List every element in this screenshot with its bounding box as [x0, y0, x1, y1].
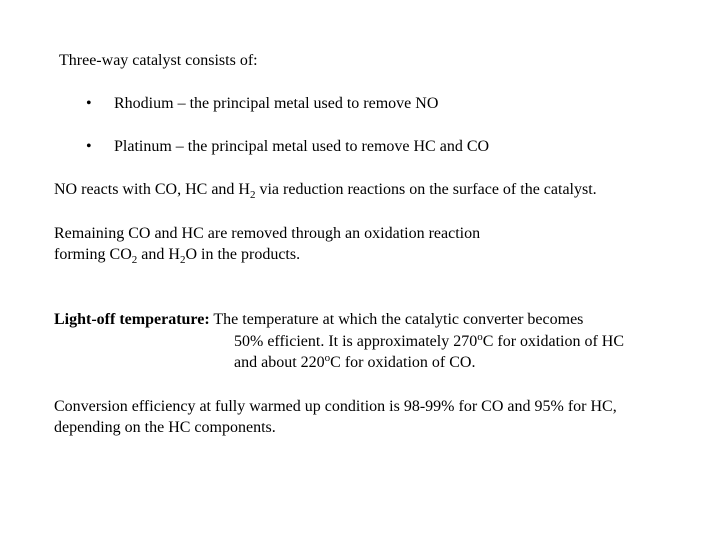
bullet-marker: •: [86, 95, 92, 112]
oxidation-line-2: [54, 245, 300, 265]
oxidation-line-1: Remaining CO and HC are removed through an oxidation reaction: [54, 225, 481, 242]
no-reaction-part: via reduction reactions on the surface of the catalyst.: [255, 181, 597, 198]
light-off-part: C for oxidation of HC: [482, 333, 625, 350]
subscript-2: 2: [131, 254, 138, 266]
no-reaction-text: [54, 180, 597, 200]
subscript-2: 2: [179, 254, 186, 266]
subscript-2: 2: [249, 189, 256, 201]
no-reaction-part: NO reacts with CO, HC and H: [54, 181, 250, 198]
efficiency-line-1: Conversion efficiency at fully warmed up condition is 98-99% for CO and 95% for HC,: [54, 398, 617, 415]
superscript-o: o: [324, 352, 331, 364]
light-off-definition: The temperature at which the catalytic converter becomes: [209, 311, 584, 328]
light-off-line-3: [234, 353, 475, 373]
light-off-part: 50% efficient. It is approximately 270: [234, 333, 478, 350]
light-off-line-2: [234, 332, 624, 352]
light-off-term: Light-off temperature:: [54, 311, 210, 328]
bullet-marker: •: [86, 138, 92, 155]
intro-text: Three-way catalyst consists of:: [59, 52, 258, 69]
bullet-rhodium: [86, 94, 438, 114]
oxidation-part: and H: [137, 246, 180, 263]
light-off-line-1: [54, 310, 583, 330]
superscript-o: o: [477, 331, 483, 343]
bullet-platinum: [86, 137, 489, 157]
light-off-part: and about 220: [234, 354, 325, 371]
oxidation-part: O in the products.: [185, 246, 301, 263]
bullet-rhodium-text: Rhodium – the principal metal used to remove NO: [114, 95, 439, 112]
bullet-platinum-text: Platinum – the principal metal used to remove HC and CO: [114, 138, 490, 155]
light-off-part: C for oxidation of CO.: [330, 354, 476, 371]
efficiency-line-2: depending on the HC components.: [54, 419, 276, 436]
oxidation-part: forming CO: [54, 246, 132, 263]
